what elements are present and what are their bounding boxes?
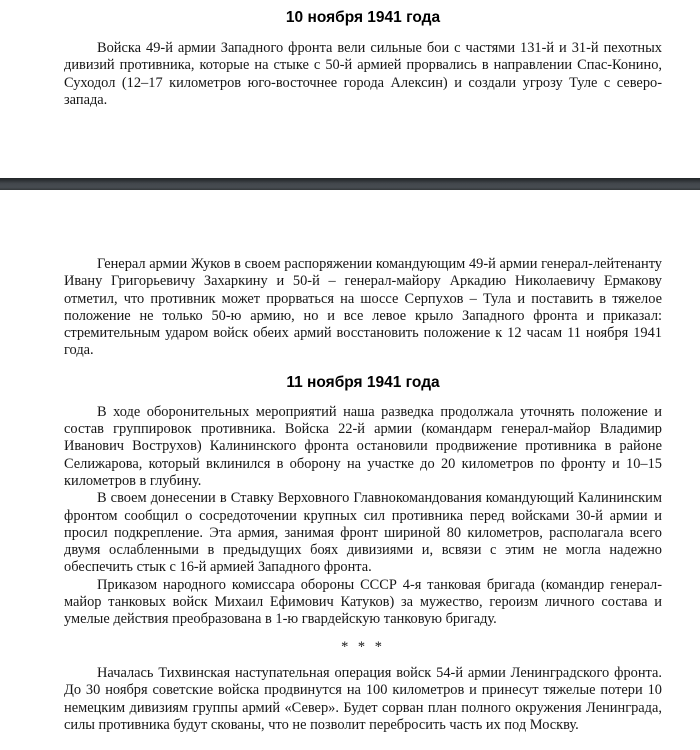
paragraph-49th-army-fighting: Войска 49-й армии Западного фронта вели сильные бои с частями 131-й и 31-й пехотных дивизий противника, которые на стыке с 50-й армией прорвались в направлении Спас-Конино, Суходол (12–17 километров юго-восточнее города Алексин) и создали угрозу Туле с северо-запада. (64, 40, 662, 108)
date-heading-11-november-1941: 11 ноября 1941 года (286, 373, 440, 391)
document-page-1 (64, 8, 662, 109)
asterisk-separator: * * * (341, 638, 385, 655)
paragraph-recon-22nd-army: В ходе оборонительных мероприятий наша разведка продолжала уточнять положение и состав группировок противника. Войска 22-й армии (командарм генерал-майор Владимир Иванович Вострухов) Калининского фронта остановили продвижение противника в районе Селижарова, который вклинился в оборону на участке до 20 километров по фронту и 10–15 километров в глубину. (64, 403, 662, 489)
paragraph-katukov-guards-brigade: Приказом народного комиссара обороны СССР 4-я танковая бригада (командир генерал-майор танковых войск Михаил Ефимович Катуков) за мужество, героизм личного состава и умелые действия преобразована в 1-ю гвардейскую танковую бригаду. (64, 576, 662, 628)
page-break-separator (0, 178, 700, 190)
paragraph-tikhvin-offensive: Началась Тихвинская наступательная операция войск 54-й армии Ленинградского фронта. До 30 ноября советские войска продвинутся на 100 километров и принесут тяжелые потери 10 немецким дивизиям группы армий «Север». Будет сорван план полного окружения Ленинграда, силы противника будут скованы, что не позволит перебросить часть их под Москву. (64, 664, 662, 733)
document-page-2 (64, 256, 662, 734)
paragraph-zhukov-directive: Генерал армии Жуков в своем распоряжении командующим 49-й армии генерал-лейтенанту Ивану Григорьевичу Захаркину и 50-й – генерал-майору Аркадию Николаевичу Ермакову отметил, что противник может прорваться на шоссе Серпухов – Тула и поставить в тяжелое положение не только 50-ю армию, но и все левое крыло Западного фронта и приказал: стремительным ударом войск обеих армий восстановить положение к 12 часам 11 ноября 1941 года. (64, 256, 662, 359)
date-heading-10-november-1941: 10 ноября 1941 года (285, 9, 441, 26)
paragraph-kalinin-front-report: В своем донесении в Ставку Верховного Главнокомандования командующий Калининским фронтом сообщил о сосредоточении крупных сил противника перед войсками 30-й армии и просил подкрепление. Эта армия, занимая фронт шириной 80 километров, располагала всего двумя ослабленными в предыдущих боях дивизиями и, всвязи с этим не могла надежно обеспечить стык с 16-й армией Западного фронта. (64, 490, 662, 576)
